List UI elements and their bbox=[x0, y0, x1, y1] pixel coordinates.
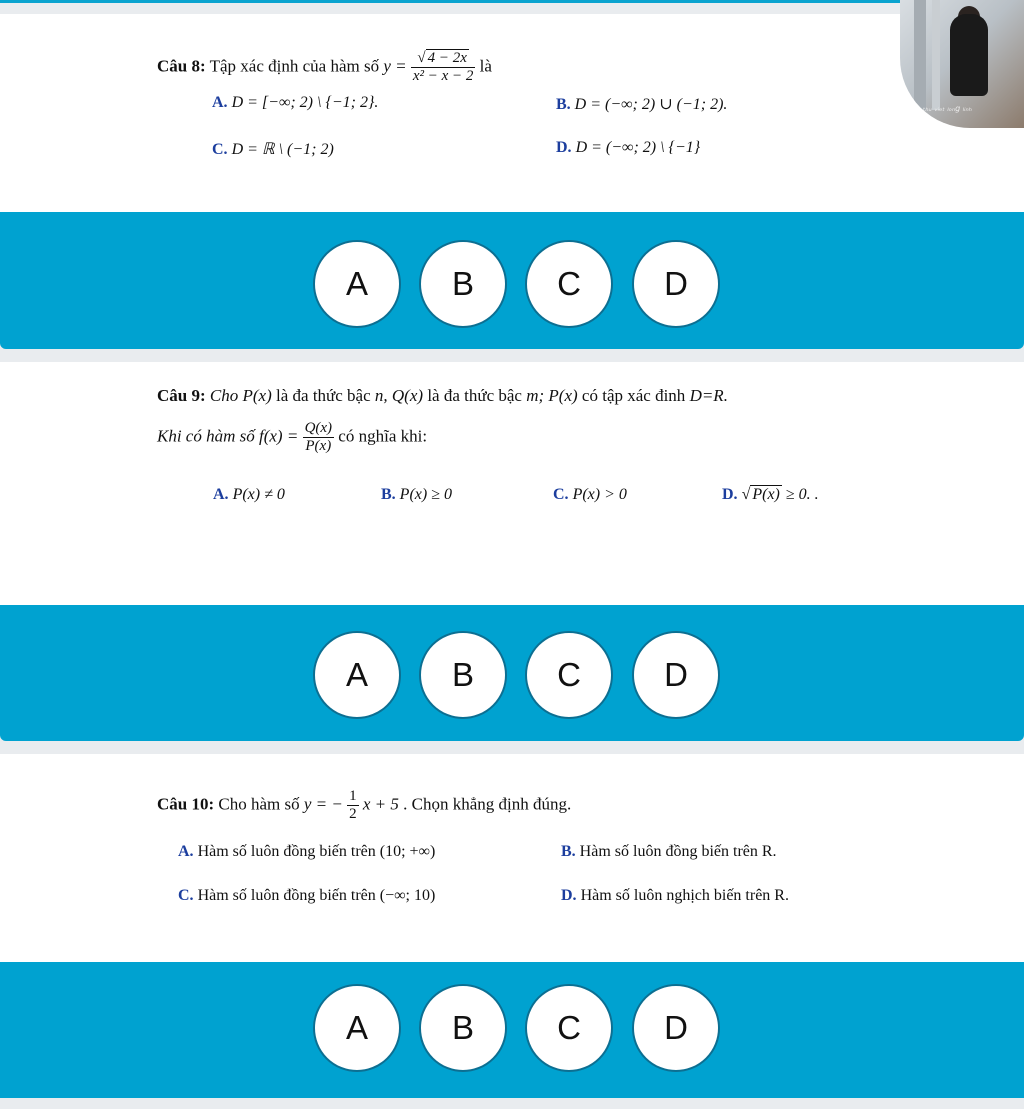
option-c: C. Hàm số luôn đồng biến trên (−∞; 10) bbox=[178, 887, 436, 904]
answer-band-10 bbox=[0, 962, 1024, 1098]
fraction: $\frac{Q(x)}{P(x)}$ bbox=[304, 420, 333, 454]
option-a: A. D = [−∞; 2) \ {−1; 2}. bbox=[212, 94, 379, 111]
choice-b-button[interactable]: B bbox=[419, 240, 507, 328]
choice-c-button[interactable]: C bbox=[525, 984, 613, 1072]
answer-band-8 bbox=[0, 212, 1024, 349]
option-b: B. D = (−∞; 2) ∪ (−1; 2). bbox=[556, 96, 728, 113]
option-d: D. Hàm số luôn nghịch biến trên R. bbox=[561, 887, 789, 904]
question-card-10 bbox=[0, 754, 1024, 962]
top-accent-bar bbox=[0, 0, 1024, 3]
choice-c-button[interactable]: C bbox=[525, 631, 613, 719]
answer-band-9 bbox=[0, 605, 1024, 741]
choice-a-button[interactable]: A bbox=[313, 984, 401, 1072]
option-b: B. Hàm số luôn đồng biến trên R. bbox=[561, 843, 777, 860]
fraction: $\frac{1}{2}$ bbox=[349, 788, 357, 822]
choice-b-button[interactable]: B bbox=[419, 984, 507, 1072]
answer-choices bbox=[0, 240, 1024, 332]
fraction: $\frac{√ 4 - 2x}{\text{x² − x − 2}}$ bbox=[412, 50, 474, 84]
option-b: B. P(x) ≥ 0 bbox=[381, 486, 452, 503]
question-10-text: Câu 10: Cho hàm số y = − $\frac{1}{2}$ x + 5 . Chọn khẳng định đúng. bbox=[157, 788, 572, 822]
choice-b-button[interactable]: B bbox=[419, 631, 507, 719]
question-card-8 bbox=[0, 14, 1024, 212]
question-label: Câu 10: bbox=[157, 794, 215, 814]
option-a: A. Hàm số luôn đồng biến trên (10; +∞) bbox=[178, 843, 436, 860]
question-label: Câu 8: bbox=[157, 56, 206, 76]
answer-choices bbox=[0, 631, 1024, 723]
question-label: Câu 9: bbox=[157, 386, 206, 405]
choice-c-button[interactable]: C bbox=[525, 240, 613, 328]
question-9-line1: Câu 9: Cho P(x) là đa thức bậc n, Q(x) là đa thức bậc m; P(x) có tập xác đinh D=R. bbox=[157, 386, 728, 405]
option-c: C. D = ℝ \ (−1; 2) bbox=[212, 141, 334, 158]
option-c: C. P(x) > 0 bbox=[553, 486, 627, 503]
option-d: D. D = (−∞; 2) \ {−1} bbox=[556, 139, 701, 156]
choice-a-button[interactable]: A bbox=[313, 240, 401, 328]
option-a: A. P(x) ≠ 0 bbox=[213, 486, 285, 503]
choice-d-button[interactable]: D bbox=[632, 984, 720, 1072]
answer-choices bbox=[0, 984, 1024, 1076]
choice-d-button[interactable]: D bbox=[632, 631, 720, 719]
option-d: D. √ P(x) ≥ 0. . bbox=[722, 486, 819, 503]
choice-a-button[interactable]: A bbox=[313, 631, 401, 719]
question-card-9 bbox=[0, 362, 1024, 605]
question-9-line2: Khi có hàm số f(x) = $\frac{Q(x)}{P(x)}$ có nghĩa khi: bbox=[157, 420, 428, 454]
profile-photo-image: ᵥᵢₑₜ ₜₕᵤ ᵥᵢₑₜ ₗₒₙg ₗᵢₙₕ bbox=[900, 0, 1024, 128]
choice-d-button[interactable]: D bbox=[632, 240, 720, 328]
question-8-text: Câu 8: Tập xác định của hàm số y = $\frac{√ 4 - 2x}{\text{x² − x − 2}}$ là bbox=[157, 50, 492, 84]
